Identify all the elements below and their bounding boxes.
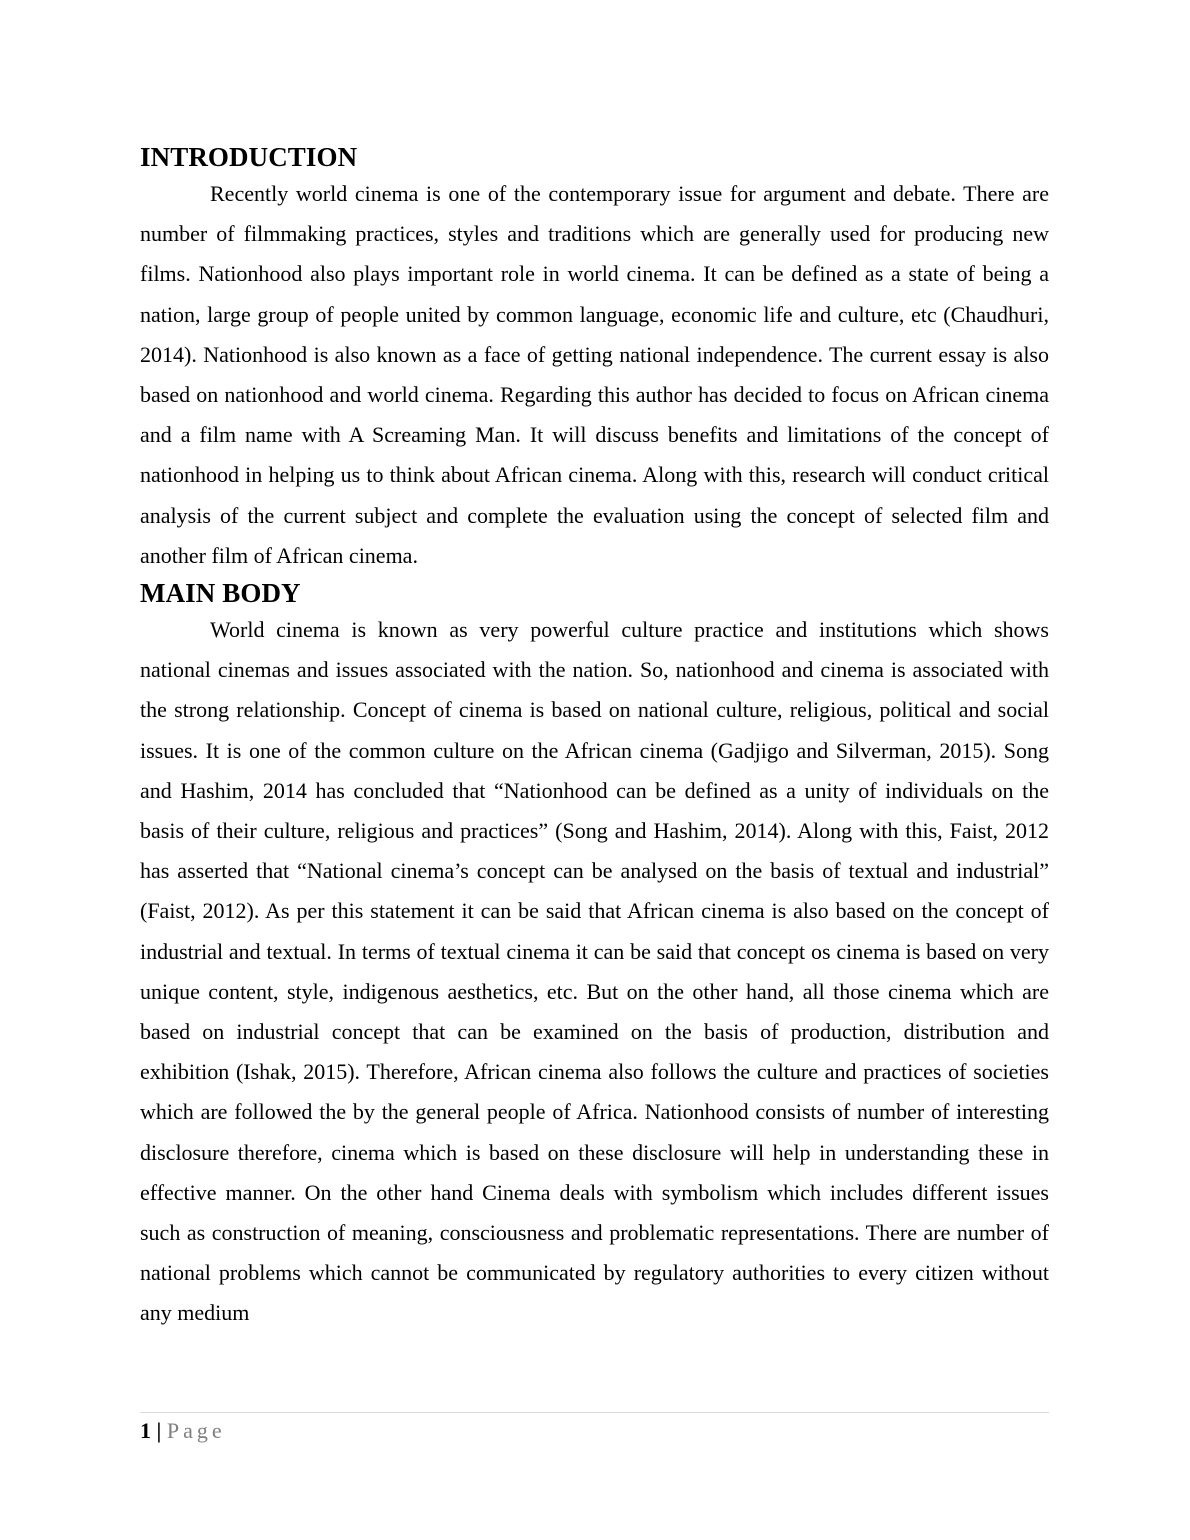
footer-separator: |	[156, 1418, 162, 1443]
page-footer-text	[140, 1417, 1049, 1445]
page-content	[140, 140, 1049, 1334]
page-label: Page	[166, 1418, 226, 1443]
page-number: 1	[140, 1418, 151, 1443]
main-body-paragraph: World cinema is known as very powerful culture practice and institutions which shows national cinemas and issues associated with the nation. So, nationhood and cinema is associated with the strong relationship. Concept of cinema is based on national culture, religious, political and social issues. It is one of the common culture on the African cinema (Gadjigo and Silverman, 2015). Song and Hashim, 2014 has concluded that “Nationhood can be defined as a unity of individuals on the basis of their culture, religious and practices” (Song and Hashim, 2014). Along with this, Faist, 2012 has asserted that “National cinema’s concept can be analysed on the basis of textual and industrial” (Faist, 2012). As per this statement it can be said that African cinema is also based on the concept of industrial and textual. In terms of textual cinema it can be said that concept os cinema is based on very unique content, style, indigenous aesthetics, etc. But on the other hand, all those cinema which are based on industrial concept that can be examined on the basis of production, distribution and exhibition (Ishak, 2015). Therefore, African cinema also follows the culture and practices of societies which are followed the by the general people of Africa. Nationhood consists of number of interesting disclosure therefore, cinema which is based on these disclosure will help in understanding these in effective manner. On the other hand Cinema deals with symbolism which includes different issues such as construction of meaning, consciousness and problematic representations. There are number of national problems which cannot be communicated by regulatory authorities to every citizen without any medium	[140, 617, 1049, 1326]
page-footer	[140, 1412, 1049, 1445]
introduction-paragraph: Recently world cinema is one of the contemporary issue for argument and debate. There are number of filmmaking practices, styles and traditions which are generally used for producing new films. Nationhood also plays important role in world cinema. It can be defined as a state of being a nation, large group of people united by common language, economic life and culture, etc (Chaudhuri, 2014). Nationhood is also known as a face of getting national independence. The current essay is also based on nationhood and world cinema. Regarding this author has decided to focus on African cinema and a film name with A Screaming Man. It will discuss benefits and limitations of the concept of nationhood in helping us to think about African cinema. Along with this, research will conduct critical analysis of the current subject and complete the evaluation using the concept of selected film and another film of African cinema.	[140, 181, 1049, 568]
main-body-heading: MAIN BODY	[140, 578, 301, 609]
introduction-heading: INTRODUCTION	[140, 142, 358, 172]
